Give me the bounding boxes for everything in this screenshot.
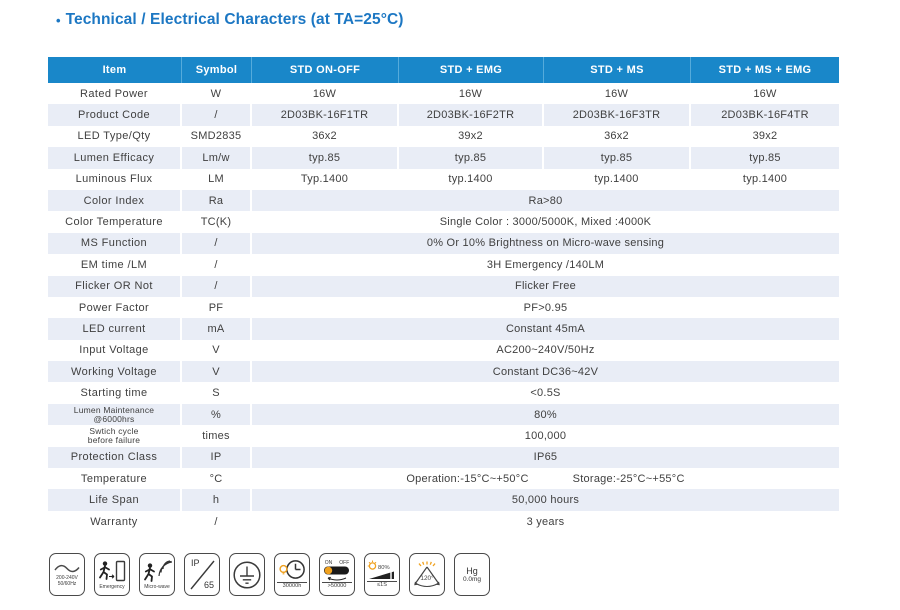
item-cell (48, 425, 182, 446)
beam-angle-glyph (411, 560, 443, 590)
table-row (48, 382, 839, 403)
bulb-ramp-glyph (367, 560, 397, 580)
table-row (48, 104, 839, 125)
value-cell-3: typ.1400 (742, 173, 788, 186)
symbol-cell: LM (208, 173, 224, 186)
span-value-cell: Constant 45mA (505, 322, 586, 335)
span-value-cell: 80% (534, 408, 557, 421)
page-title-text: Technical / Electrical Characters (at TA=25°C) (65, 11, 404, 28)
header-cell-0: Item (48, 57, 182, 83)
item-line: Temperature (80, 472, 148, 485)
symbol-cell: h (182, 489, 252, 510)
item-line: Power Factor (78, 301, 150, 314)
switch-cycles-label: >50000 (322, 582, 352, 590)
value-cell-2: 16W (604, 87, 629, 100)
item-line: Protection Class (70, 451, 158, 464)
symbol-cell: / (214, 515, 218, 528)
lamp-lifetime-icon (274, 553, 310, 596)
symbol-cell: V (212, 344, 220, 357)
value-cell-3: 16W (753, 87, 777, 100)
header-cell-1: Symbol (182, 57, 252, 83)
value-cell-1: 16W (458, 87, 483, 100)
certification-icons-row (49, 553, 490, 596)
symbol-cell: PF (208, 301, 224, 314)
header-cell-3: STD + EMG (399, 57, 544, 83)
header-cell-4: STD + MS (544, 57, 691, 83)
value-cell-3: 39x2 (752, 130, 778, 143)
instant-start-icon (364, 553, 400, 596)
value-cell-0: 2D03BK-16F1TR (252, 104, 399, 125)
item-cell (48, 340, 182, 361)
micro-wave-icon (139, 553, 175, 596)
table-row (48, 297, 839, 318)
frequency-label: 50/60Hz (57, 581, 77, 587)
earth-ground-icon (229, 553, 265, 596)
toggle-switch-glyph (323, 566, 351, 581)
value-cell-0: Typ.1400 (300, 173, 349, 186)
value-cell-3: typ.85 (749, 151, 781, 164)
beam-angle-icon (409, 553, 445, 596)
item-line: Luminous Flux (75, 173, 153, 186)
table-row (48, 340, 839, 361)
item-line: Swtich cycle (89, 425, 139, 436)
item-cell (48, 104, 182, 125)
item-line: Warranty (90, 515, 138, 528)
item-line: Starting time (80, 387, 148, 400)
span-value-cell: PF>0.95 (523, 301, 568, 314)
item-cell (48, 511, 182, 532)
item-cell (48, 489, 182, 510)
symbol-cell: / (182, 276, 252, 297)
sine-wave-glyph (53, 562, 81, 575)
span-value-cell: 100,000 (524, 429, 567, 442)
span-value-cell: 0% Or 10% Brightness on Micro-wave sensing (426, 237, 665, 250)
clock-bulb-glyph (277, 559, 307, 581)
lifetime-hours-label: 30000h (277, 582, 307, 590)
value-cell-1: 39x2 (458, 130, 483, 143)
span-value-cell: 50,000 hours (511, 494, 580, 507)
table-row (48, 468, 839, 489)
table-row (48, 447, 839, 468)
table-row (48, 126, 839, 147)
table-header-row (48, 57, 839, 83)
item-line: LED current (82, 322, 146, 335)
running-man-door-glyph (97, 560, 127, 584)
span-value-cell: Flicker Free (514, 280, 577, 293)
value-cell-2: 36x2 (604, 130, 629, 143)
symbol-cell: V (182, 361, 252, 382)
value-cell-1: typ.85 (399, 147, 544, 168)
beam-angle-label: 120° (420, 574, 434, 582)
page-title (56, 11, 404, 29)
item-line: Flicker OR Not (75, 280, 153, 293)
table-row (48, 190, 839, 211)
switch-cycle-icon (319, 553, 355, 596)
symbol-cell: Lm/w (182, 147, 252, 168)
ip-value-label: 65 (203, 580, 214, 590)
symbol-cell: °C (209, 472, 223, 485)
item-line: Rated Power (80, 87, 148, 100)
bullet-icon: • (56, 12, 61, 28)
header-cell-5: STD + MS + EMG (718, 64, 812, 76)
value-cell-1: 2D03BK-16F2TR (399, 104, 544, 125)
mercury-amount-label: 0.0mg (462, 575, 482, 583)
symbol-cell: SMD2835 (190, 130, 242, 143)
table-row (48, 254, 839, 275)
span-value-cell: Ra>80 (528, 194, 563, 207)
mercury-symbol-label: Hg (466, 565, 478, 576)
symbol-cell: % (182, 404, 252, 425)
item-line: Color Index (83, 194, 145, 207)
header-cell-2: STD ON-OFF (252, 57, 399, 83)
symbol-cell: S (212, 387, 220, 400)
motion-sensor-glyph (142, 560, 172, 584)
span-value-cell (252, 468, 839, 489)
voltage-range-label: 200-240V (56, 575, 78, 581)
start-time-label: ≤1S (367, 581, 397, 589)
item-cell (48, 169, 182, 190)
item-line: Color Temperature (65, 216, 163, 229)
table-row (48, 83, 839, 104)
item-line: EM time /LM (80, 258, 148, 271)
span-value-cell: Constant DC36~42V (492, 365, 599, 378)
emergency-label: Emergency (99, 583, 125, 590)
spec-table-body (48, 83, 839, 532)
item-cell (48, 126, 182, 147)
ip-rating-icon (184, 553, 220, 596)
on-label: ON (324, 559, 333, 566)
table-row (48, 318, 839, 339)
micro-wave-label: Micro-wave (144, 583, 170, 590)
span-value-cell: IP65 (533, 451, 558, 464)
item-cell (48, 190, 182, 211)
value-cell-0: typ.85 (252, 147, 399, 168)
item-cell (48, 276, 182, 297)
value-cell-2: 2D03BK-16F3TR (544, 104, 691, 125)
earth-symbol-glyph (232, 560, 262, 590)
item-cell (48, 318, 182, 339)
table-row (48, 169, 839, 190)
item-line: Lumen Efficacy (73, 151, 155, 164)
item-cell (48, 211, 182, 232)
item-cell (48, 233, 182, 254)
emergency-icon (94, 553, 130, 596)
off-label: OFF (339, 559, 350, 566)
symbol-cell: / (214, 258, 218, 271)
span-value-cell: Single Color : 3000/5000K, Mixed :4000K (439, 216, 652, 229)
symbol-cell: TC(K) (200, 216, 232, 229)
table-row (48, 425, 839, 446)
table-row (48, 404, 839, 425)
item-cell (48, 468, 182, 489)
item-cell (48, 83, 182, 104)
ip-code-label: IP (191, 558, 200, 568)
item-cell (48, 254, 182, 275)
value-cell-2: typ.1400 (594, 173, 639, 186)
value-cell-0: 16W (312, 87, 337, 100)
item-line: LED Type/Qty (77, 130, 151, 143)
item-line: Product Code (77, 109, 151, 122)
table-row (48, 147, 839, 168)
value-cell-3: 2D03BK-16F4TR (721, 109, 809, 122)
item-line: MS Function (80, 237, 148, 250)
value-cell-0: 36x2 (312, 130, 337, 143)
symbol-cell: IP (182, 447, 252, 468)
span-value-part: Storage:-25°C~+55°C (572, 472, 685, 485)
table-row (48, 211, 839, 232)
table-row (48, 361, 839, 382)
symbol-cell: W (210, 87, 222, 100)
item-line: before failure (87, 434, 141, 445)
span-value-cell: AC200~240V/50Hz (496, 344, 595, 357)
span-value-cell: <0.5S (530, 387, 561, 400)
value-cell-2: typ.85 (544, 147, 691, 168)
item-line: Working Voltage (71, 365, 157, 378)
value-cell-1: typ.1400 (448, 173, 493, 186)
table-row (48, 489, 839, 510)
span-value-part: Operation:-15°C~+50°C (406, 472, 529, 485)
symbol-cell: / (182, 104, 252, 125)
table-row (48, 276, 839, 297)
symbol-cell: Ra (182, 190, 252, 211)
item-line: Life Span (88, 494, 140, 507)
span-value-cell: 3 years (526, 515, 565, 528)
span-value-cell: 3H Emergency /140LM (486, 258, 605, 271)
table-row (48, 233, 839, 254)
symbol-cell: / (182, 233, 252, 254)
item-cell (48, 382, 182, 403)
item-cell (48, 447, 182, 468)
item-cell (48, 361, 182, 382)
spec-table (48, 57, 839, 532)
item-line: @6000hrs (93, 413, 135, 424)
item-cell (48, 404, 182, 425)
item-cell (48, 297, 182, 318)
table-row (48, 511, 839, 532)
brightness-percent-label: 80% (378, 565, 390, 571)
item-cell (48, 147, 182, 168)
mercury-free-icon (454, 553, 490, 596)
ac-voltage-icon (49, 553, 85, 596)
symbol-cell: mA (182, 318, 252, 339)
symbol-cell: times (202, 429, 230, 442)
item-line: Lumen Maintenance (73, 404, 155, 415)
item-line: Input Voltage (79, 344, 149, 357)
